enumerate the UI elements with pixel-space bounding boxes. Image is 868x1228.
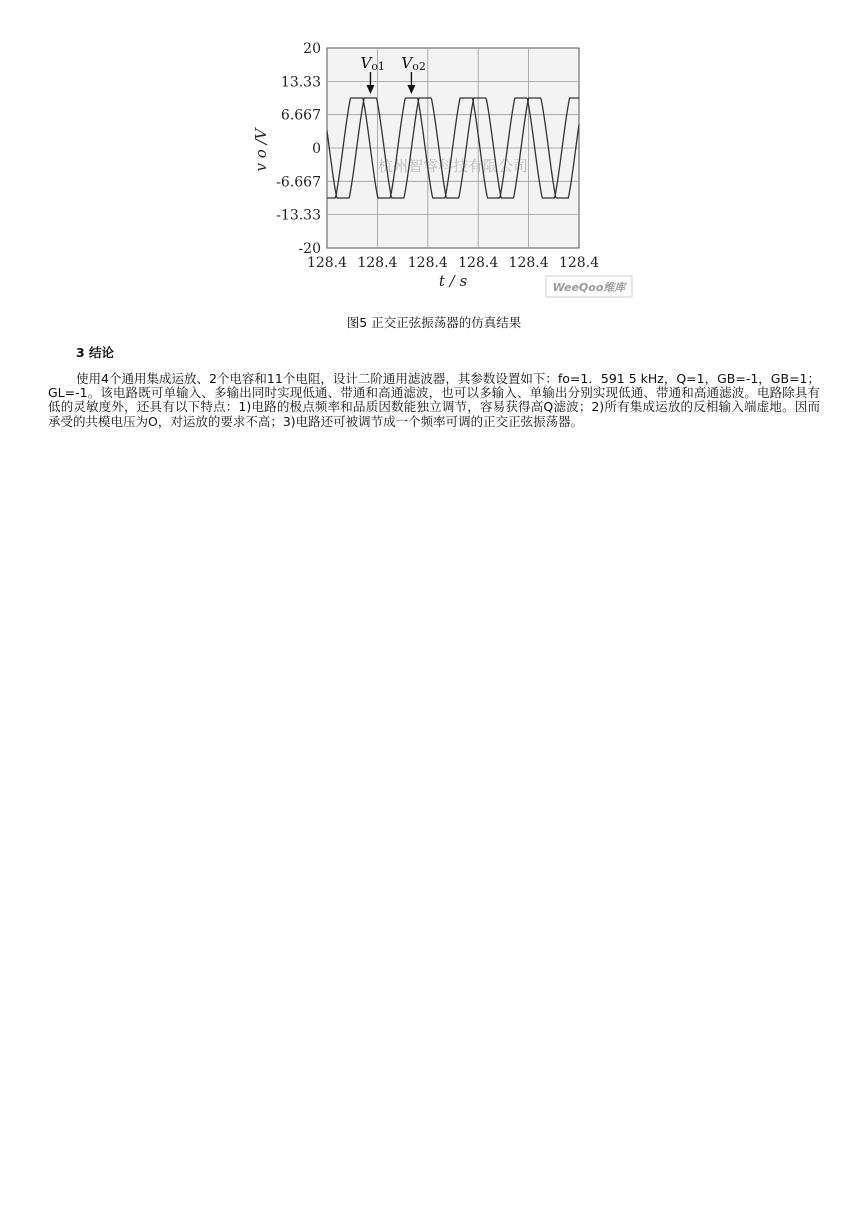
y-tick-label: -20: [298, 241, 321, 257]
figure-caption: 图5 正交正弦振荡器的仿真结果: [346, 315, 522, 330]
annotation-subscript: o1: [371, 60, 385, 73]
annotation-subscript: o2: [412, 60, 426, 73]
watermark-text: 杭州智睿科技有限公司: [377, 157, 529, 175]
x-tick-label: 128.4: [458, 255, 499, 271]
oscillator-simulation-figure: [250, 40, 634, 300]
y-tick-label: -13.33: [276, 207, 321, 224]
y-tick-label: 0: [312, 141, 321, 157]
x-tick-label: 128.4: [306, 255, 348, 271]
annotation-vo1: Vo1: [360, 54, 385, 73]
y-tick-labels: [276, 41, 321, 257]
annotation-vo2: Vo2: [401, 54, 426, 73]
x-axis-label: t / s: [438, 272, 468, 290]
section-heading: 3 结论: [76, 345, 115, 360]
conclusion-paragraph: 使用4个通用集成运放、2个电容和11个电阻，设计二阶通用滤波器，其参数设置如下：fo=1．591 5 kHz，Q=1，GB=-1，GB=1；GL=-1。该电路既可单输入、多输出同时实现低通、带通和高通滤波，也可以多输入、单输出分别实现低通、带通和高通滤波。电路除具有低的灵敏度外，还具有以下特点：1)电路的极点频率和品质因数能独立调节，容易获得高Q滤波；2)所有集成运放的反相输入端虚地。因而承受的共模电压为O，对运放的要求不高；3)电路还可被调节成一个频率可调的正交正弦振荡器。: [48, 371, 820, 429]
logo-text: WeeQoo维库: [552, 281, 626, 294]
y-tick-label: -6.667: [276, 174, 321, 191]
y-tick-label: 20: [303, 41, 321, 57]
x-tick-label: 128.4: [508, 255, 549, 271]
x-tick-labels: [307, 255, 599, 271]
chart-svg: [250, 40, 634, 300]
x-tick-label: 128.4: [558, 255, 600, 271]
weeqoo-logo: [546, 276, 632, 297]
x-tick-label: 128.4: [357, 255, 398, 271]
y-tick-label: 13.33: [280, 74, 321, 91]
x-tick-label: 128.4: [407, 255, 448, 271]
y-tick-label: 6.667: [280, 107, 321, 124]
y-axis-label: v o /V: [252, 128, 270, 172]
